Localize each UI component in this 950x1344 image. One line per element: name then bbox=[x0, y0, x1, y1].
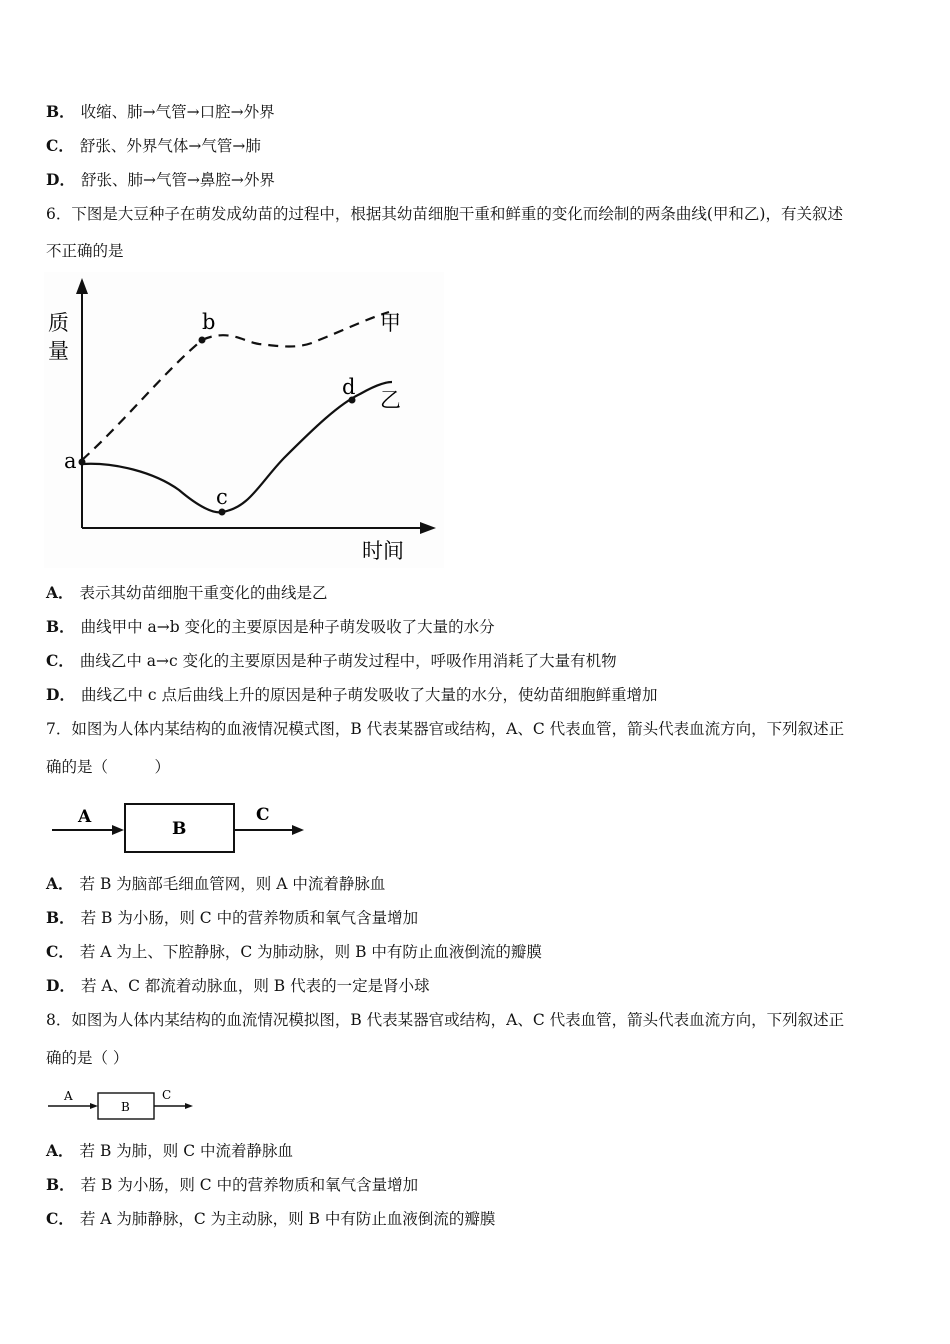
point-b-marker bbox=[199, 337, 206, 344]
q7-label-a: A bbox=[78, 807, 92, 827]
q8-option-b: B． 若 B 为小肠，则 C 中的营养物质和氧气含量增加 bbox=[46, 1175, 419, 1194]
q6-option-d: D． 曲线乙中 c 点后曲线上升的原因是种子萌发吸收了大量的水分，使幼苗细胞鲜重增加 bbox=[46, 685, 658, 704]
q6-stem-line1: 6．下图是大豆种子在萌发成幼苗的过程中，根据其幼苗细胞干重和鲜重的变化而绘制的两条曲线(甲和乙)，有关叙述 bbox=[46, 205, 843, 223]
point-c-label: c bbox=[216, 485, 228, 509]
q8-blood-flow-figure bbox=[46, 1084, 198, 1124]
q7-option-b: B． 若 B 为小肠，则 C 中的营养物质和氧气含量增加 bbox=[46, 908, 419, 927]
q6-option-c: C． 曲线乙中 a→c 变化的主要原因是种子萌发过程中，呼吸作用消耗了大量有机物 bbox=[46, 651, 617, 670]
q7-option-c: C． 若 A 为上、下腔静脉，C 为肺动脉，则 B 中有防止血液倒流的瓣膜 bbox=[46, 942, 542, 961]
q7-stem-line1: 7．如图为人体内某结构的血液情况模式图，B 代表某器官或结构，A、C 代表血管，箭头代表血流方向，下列叙述正 bbox=[46, 720, 845, 738]
curve-jia-label: 甲 bbox=[380, 311, 401, 335]
q7-stem-line2: 确的是（ ） bbox=[46, 758, 171, 776]
q7-blood-flow-figure bbox=[50, 796, 310, 858]
y-axis-label-bottom: 量 bbox=[48, 339, 69, 363]
q7-option-a: A． 若 B 为脑部毛细血管网，则 A 中流着静脉血 bbox=[46, 874, 386, 893]
x-axis-label: 时间 bbox=[362, 539, 404, 563]
curve-yi-label: 乙 bbox=[380, 388, 401, 412]
q8-stem-line2: 确的是（ ） bbox=[46, 1049, 129, 1067]
q7-label-c: C bbox=[256, 805, 270, 825]
point-c-marker bbox=[219, 509, 226, 516]
q6-option-a: A． 表示其幼苗细胞干重变化的曲线是乙 bbox=[46, 583, 328, 602]
q7-option-d: D． 若 A、C 都流着动脉血，则 B 代表的一定是肾小球 bbox=[46, 976, 430, 995]
q6-option-b: B． 曲线甲中 a→b 变化的主要原因是种子萌发吸收了大量的水分 bbox=[46, 617, 495, 636]
q8-option-a: A． 若 B 为肺，则 C 中流着静脉血 bbox=[46, 1141, 293, 1160]
q7-label-b: B bbox=[172, 819, 187, 839]
y-axis-label-top: 质 bbox=[48, 311, 69, 335]
q5-option-c: C． 舒张、外界气体→气管→肺 bbox=[46, 136, 261, 155]
q8-label-c: C bbox=[162, 1088, 172, 1102]
q6-stem-line2: 不正确的是 bbox=[46, 242, 124, 260]
q5-option-d: D． 舒张、肺→气管→鼻腔→外界 bbox=[46, 170, 275, 189]
point-d-label: d bbox=[342, 375, 356, 399]
point-b-label: b bbox=[202, 310, 216, 334]
q5-option-b: B． 收缩、肺→气管→口腔→外界 bbox=[46, 102, 275, 121]
point-a-label: a bbox=[64, 449, 77, 473]
q8-stem-line1: 8．如图为人体内某结构的血流情况模拟图，B 代表某器官或结构，A、C 代表血管，箭头代表血流方向，下列叙述正 bbox=[46, 1011, 845, 1029]
point-a-marker bbox=[79, 459, 86, 466]
q8-label-b: B bbox=[121, 1100, 130, 1114]
q8-option-c: C． 若 A 为肺静脉，C 为主动脉，则 B 中有防止血液倒流的瓣膜 bbox=[46, 1209, 496, 1228]
q6-growth-curve-figure bbox=[44, 272, 444, 568]
q8-label-a: A bbox=[64, 1089, 73, 1103]
